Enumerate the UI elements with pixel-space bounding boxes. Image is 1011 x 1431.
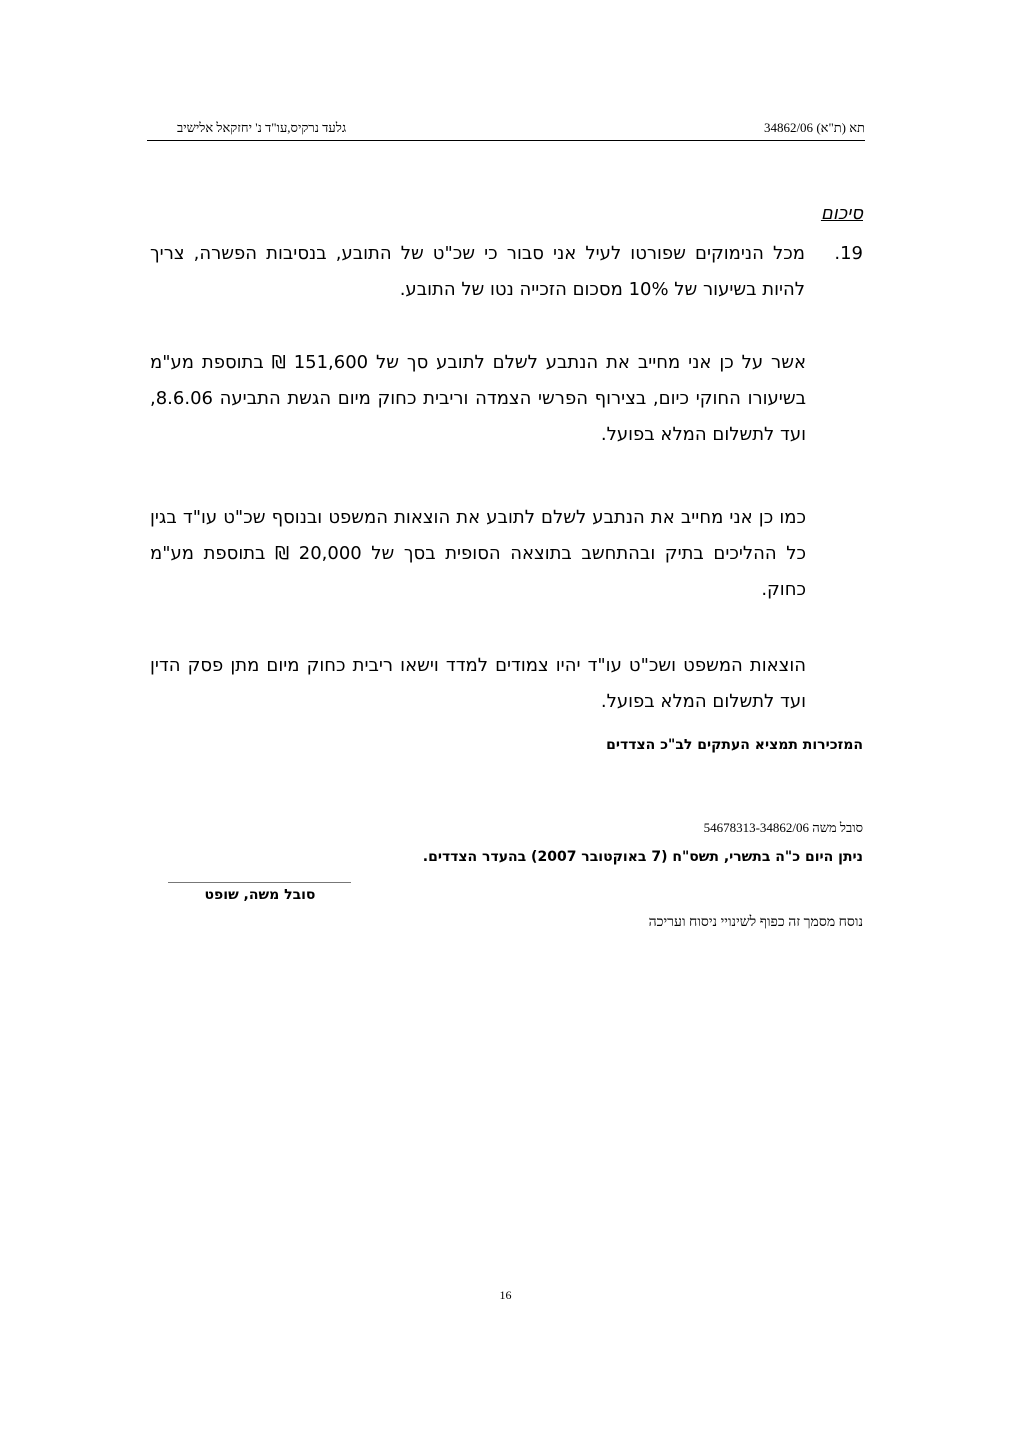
page-header — [147, 120, 865, 140]
disclaimer-note: נוסח מסמך זה כפוף לשינויי ניסוח ועריכה — [648, 915, 863, 930]
paragraph-19-text: מכל הנימוקים שפורטו לעיל אני סבור כי שכ"ט של התובע, בנסיבות הפשרה, צריך להיות בשיעור של 10% מסכום הזכייה נטו של התובע. — [150, 243, 805, 300]
paragraph-number: 19. — [834, 243, 863, 264]
case-number: תא (ת"א) 34862/06 — [763, 120, 865, 135]
ruling-paragraph-indexation: הוצאות המשפט ושכ"ט עו"ד יהיו צמודים למדד וישאו ריבית כחוק מיום מתן פסק הדין ועד לתשלום המלא בפועל. — [150, 655, 806, 712]
section-title: סיכום — [820, 203, 863, 224]
secretariat-notice: המזכירות תמציא העתקים לב"כ הצדדים — [606, 737, 863, 753]
header-parties: גלעד נרקיס,עו"ד נ' יחזקאל אלישיב — [177, 120, 347, 135]
judge-signature: סובל משה, שופט — [204, 887, 316, 903]
numbered-paragraph-19 — [150, 236, 863, 308]
given-date-line: ניתן היום כ"ה בתשרי, תשס"ח (7 באוקטובר 2007) בהעדר הצדדים. — [422, 849, 863, 865]
page-number: 16 — [499, 1288, 512, 1302]
header-divider — [147, 140, 865, 141]
signature-line — [168, 882, 351, 883]
ruling-paragraph-costs: כמו כן אני מחייב את הנתבע לשלם לתובע את הוצאות המשפט ובנוסף שכ"ט עו"ד בגין כל ההליכים בתיק ובהתחשב בתוצאה הסופית בסך של 20,000 ₪ בתוספת מע"מ כחוק. — [150, 507, 807, 600]
ruling-paragraph-amount: אשר על כן אני מחייב את הנתבע לשלם לתובע סך של 151,600 ₪ בתוספת מע"מ בשיעורו החוקי כיום, בצירוף הפרשי הצמדה וריבית כחוק מיום הגשת התביעה 8.6.06, ועד לתשלום המלא בפועל. — [150, 352, 806, 445]
file-reference: סובל משה 54678313-34862/06 — [703, 820, 863, 835]
